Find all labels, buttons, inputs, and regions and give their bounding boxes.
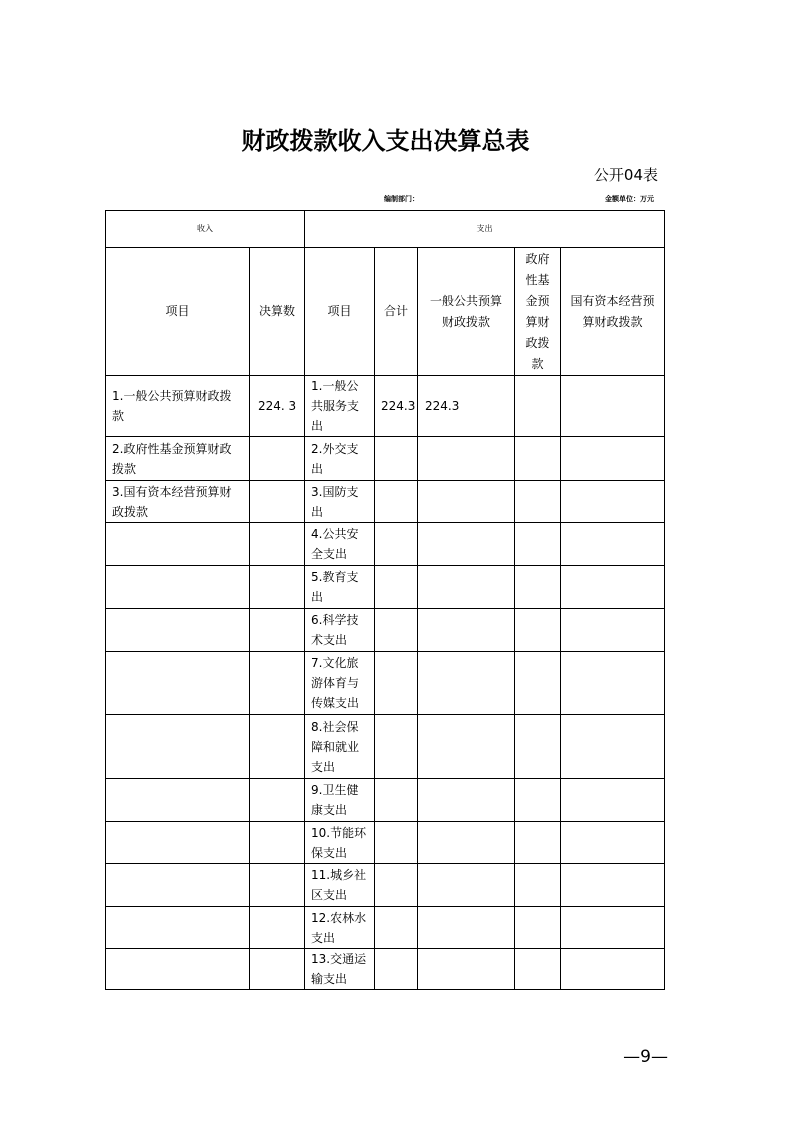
income-amount-cell <box>250 652 305 715</box>
expenditure-item-text: 10.节能环保支出 <box>311 825 367 860</box>
income-amount-cell <box>250 949 305 990</box>
general-public-budget-cell <box>418 822 515 864</box>
income-amount-cell <box>250 779 305 822</box>
column-header-label: 项目 <box>327 304 352 318</box>
income-amount-cell <box>250 715 305 779</box>
government-fund-budget-cell <box>515 652 561 715</box>
general-public-budget-cell <box>418 566 515 609</box>
expenditure-group-label: 支出 <box>476 224 493 233</box>
expenditure-item-cell <box>305 437 375 481</box>
income-item-cell <box>106 437 250 481</box>
total-cell <box>375 481 418 523</box>
income-amount-cell <box>250 437 305 481</box>
general-public-budget-cell <box>418 949 515 990</box>
expenditure-item-cell <box>305 715 375 779</box>
column-header-income-item <box>106 248 250 376</box>
government-fund-budget-cell <box>515 609 561 652</box>
government-fund-budget-cell <box>515 437 561 481</box>
income-amount-cell <box>250 907 305 949</box>
total-cell <box>375 609 418 652</box>
income-amount-cell <box>250 566 305 609</box>
expenditure-group-header <box>305 211 665 248</box>
general-public-budget-cell <box>418 523 515 566</box>
government-fund-budget-cell <box>515 949 561 990</box>
state-capital-budget-cell <box>561 376 665 437</box>
income-amount-cell <box>250 609 305 652</box>
income-amount-cell <box>250 376 305 437</box>
general-public-budget-cell <box>418 864 515 907</box>
general-public-budget-cell <box>418 376 515 437</box>
expenditure-item-text: 3.国防支出 <box>311 484 359 519</box>
total-value: 224.3 <box>381 399 416 413</box>
expenditure-item-cell <box>305 779 375 822</box>
expenditure-item-cell <box>305 652 375 715</box>
general-public-budget-cell <box>418 609 515 652</box>
income-item-text: 1.一般公共预算财政拨款 <box>112 389 232 423</box>
general-public-budget-cell <box>418 652 515 715</box>
income-group-header <box>106 211 305 248</box>
income-item-cell <box>106 779 250 822</box>
expenditure-item-cell <box>305 609 375 652</box>
income-amount-cell <box>250 523 305 566</box>
income-item-cell <box>106 949 250 990</box>
form-code: 公开04表 <box>593 166 658 184</box>
general-public-budget-cell <box>418 779 515 822</box>
expenditure-item-text: 6.科学技术支出 <box>311 613 359 647</box>
expenditure-item-cell <box>305 907 375 949</box>
column-header-label: 决算数 <box>258 304 295 318</box>
state-capital-budget-cell <box>561 437 665 481</box>
total-cell <box>375 949 418 990</box>
column-header-general-public-budget <box>418 248 515 376</box>
income-amount-cell <box>250 822 305 864</box>
income-amount-cell <box>250 864 305 907</box>
state-capital-budget-cell <box>561 779 665 822</box>
expenditure-item-text: 13.交通运输支出 <box>311 952 367 986</box>
government-fund-budget-cell <box>515 566 561 609</box>
expenditure-item-text: 9.卫生健康支出 <box>311 783 359 817</box>
total-cell <box>375 566 418 609</box>
column-header-state-capital-budget <box>561 248 665 376</box>
column-header-label: 项目 <box>165 304 190 318</box>
state-capital-budget-cell <box>561 907 665 949</box>
column-header-total <box>375 248 418 376</box>
expenditure-item-text: 8.社会保障和就业支出 <box>311 719 360 774</box>
government-fund-budget-cell <box>515 907 561 949</box>
column-header-label: 合计 <box>383 304 408 318</box>
total-cell <box>375 715 418 779</box>
compiler-label: 编制部门： <box>384 195 419 203</box>
state-capital-budget-cell <box>561 566 665 609</box>
expenditure-item-cell <box>305 376 375 437</box>
income-item-cell <box>106 822 250 864</box>
unit-label: 金额单位：万元 <box>605 195 654 203</box>
general-public-budget-cell <box>418 715 515 779</box>
total-cell <box>375 822 418 864</box>
general-public-budget-cell <box>418 481 515 523</box>
income-item-cell <box>106 864 250 907</box>
total-cell <box>375 864 418 907</box>
government-fund-budget-cell <box>515 822 561 864</box>
government-fund-budget-cell <box>515 779 561 822</box>
general-public-budget-cell <box>418 437 515 481</box>
expenditure-item-cell <box>305 949 375 990</box>
expenditure-item-text: 2.外交支出 <box>311 441 359 476</box>
government-fund-budget-cell <box>515 376 561 437</box>
government-fund-budget-cell <box>515 523 561 566</box>
column-header-label: 政府性基金预算财政拨款 <box>525 251 550 371</box>
expenditure-item-text: 12.农林水支出 <box>311 910 367 945</box>
general-public-budget-value: 224.3 <box>425 399 460 413</box>
page-number: —9— <box>623 1047 668 1067</box>
state-capital-budget-cell <box>561 652 665 715</box>
state-capital-budget-cell <box>561 864 665 907</box>
expenditure-item-cell <box>305 864 375 907</box>
government-fund-budget-cell <box>515 715 561 779</box>
column-header-label: 一般公共预算财政拨款 <box>429 293 502 329</box>
income-item-cell <box>106 715 250 779</box>
income-item-cell <box>106 523 250 566</box>
column-header-income-amount <box>250 248 305 376</box>
expenditure-item-text: 5.教育支出 <box>311 570 359 604</box>
expenditure-item-cell <box>305 481 375 523</box>
state-capital-budget-cell <box>561 715 665 779</box>
government-fund-budget-cell <box>515 864 561 907</box>
financial-table <box>105 210 665 990</box>
state-capital-budget-cell <box>561 609 665 652</box>
income-item-cell <box>106 566 250 609</box>
state-capital-budget-cell <box>561 481 665 523</box>
column-header-government-fund-budget <box>515 248 561 376</box>
expenditure-item-text: 11.城乡社区支出 <box>311 868 367 902</box>
total-cell <box>375 652 418 715</box>
income-item-cell <box>106 376 250 437</box>
expenditure-item-text: 7.文化旅游体育与传媒支出 <box>311 656 360 710</box>
total-cell <box>375 907 418 949</box>
state-capital-budget-cell <box>561 949 665 990</box>
expenditure-item-cell <box>305 566 375 609</box>
expenditure-item-cell <box>305 822 375 864</box>
income-item-text: 3.国有资本经营预算财政拨款 <box>112 484 232 519</box>
total-cell <box>375 376 418 437</box>
income-item-cell <box>106 609 250 652</box>
column-header-label: 国有资本经营预算财政拨款 <box>570 293 655 329</box>
expenditure-item-text: 4.公共安全支出 <box>311 527 359 561</box>
column-header-expenditure-item <box>305 248 375 376</box>
income-group-label: 收入 <box>197 224 213 233</box>
income-item-text: 2.政府性基金预算财政拨款 <box>112 441 232 476</box>
expenditure-item-text: 1.一般公共服务支出 <box>311 379 360 433</box>
income-amount-value: 224. 3 <box>258 399 297 413</box>
total-cell <box>375 523 418 566</box>
total-cell <box>375 437 418 481</box>
income-item-cell <box>106 652 250 715</box>
income-item-cell <box>106 481 250 523</box>
income-amount-cell <box>250 481 305 523</box>
government-fund-budget-cell <box>515 481 561 523</box>
expenditure-item-cell <box>305 523 375 566</box>
state-capital-budget-cell <box>561 822 665 864</box>
income-item-cell <box>106 907 250 949</box>
document-title: 财政拨款收入支出决算总表 <box>241 127 530 155</box>
general-public-budget-cell <box>418 907 515 949</box>
total-cell <box>375 779 418 822</box>
state-capital-budget-cell <box>561 523 665 566</box>
